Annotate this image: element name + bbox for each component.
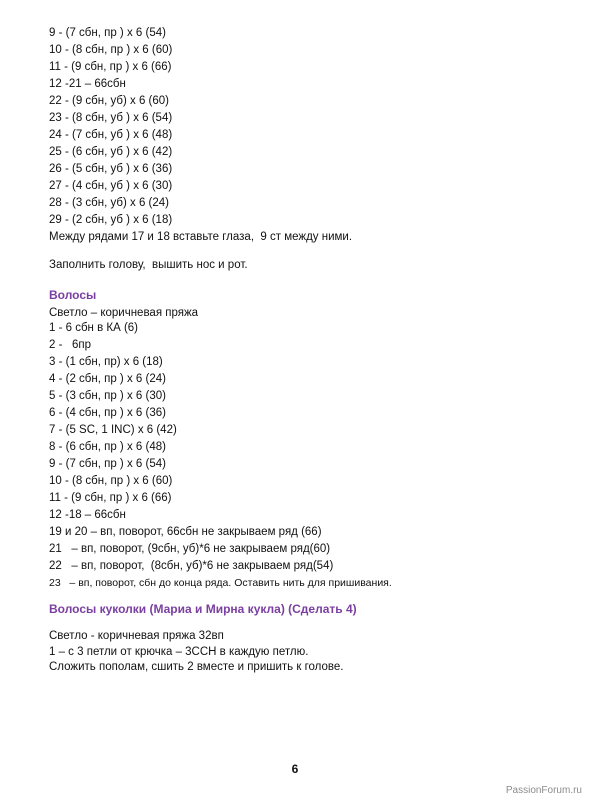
row-line: 5 - (3 сбн, пр ) х 6 (30) — [49, 390, 166, 402]
row-line: 11 - (9 сбн, пр ) х 6 (66) — [49, 61, 172, 73]
row-line: 3 - (1 сбн, пр) х 6 (18) — [49, 356, 163, 368]
row-line: 10 - (8 сбн, пр ) х 6 (60) — [49, 475, 173, 487]
yarn-line: Светло – коричневая пряжа — [49, 307, 199, 319]
row-line: 8 - (6 сбн, пр ) х 6 (48) — [49, 441, 166, 453]
row-line: 4 - (2 сбн, пр ) х 6 (24) — [49, 373, 166, 385]
doll-hair-heading: Волосы куколки (Мариа и Мирна кукла) (Сделать 4) — [49, 602, 357, 616]
row-line: 24 - (7 сбн, уб ) х 6 (48) — [49, 129, 173, 141]
instruction-line: 1 – с 3 петли от крючка – 3ССН в каждую петлю. — [49, 646, 309, 658]
row-line: 2 - 6пр — [49, 339, 92, 351]
row-line: 19 и 20 – вп, поворот, 66сбн не закрываем ряд (66) — [49, 526, 322, 538]
yarn-line: Светло - коричневая пряжа 32вп — [49, 630, 224, 642]
row-line: 23 - (8 сбн, уб ) х 6 (54) — [49, 112, 173, 124]
row-line: 9 - (7 сбн, пр ) х 6 (54) — [49, 27, 166, 39]
instruction-line: Сложить пополам, сшить 2 вместе и пришить к голове. — [49, 661, 344, 673]
row-line: 22 - (9 сбн, уб) х 6 (60) — [49, 95, 169, 107]
row-line: 25 - (6 сбн, уб ) х 6 (42) — [49, 146, 173, 158]
row-line: 23 – вп, поворот, сбн до конца ряда. Оставить нить для пришивания. — [49, 577, 392, 589]
row-line: 10 - (8 сбн, пр ) х 6 (60) — [49, 44, 173, 56]
page-number: 6 — [291, 762, 299, 776]
row-line: 27 - (4 сбн, уб ) х 6 (30) — [49, 180, 173, 192]
row-line: 29 - (2 сбн, уб ) х 6 (18) — [49, 214, 173, 226]
row-line: 22 – вп, поворот, (8сбн, уб)*6 не закрываем ряд(54) — [49, 560, 334, 572]
row-line: 7 - (5 SC, 1 INC) х 6 (42) — [49, 424, 177, 436]
row-line: 1 - 6 сбн в КА (6) — [49, 322, 139, 334]
row-line: 11 - (9 сбн, пр ) х 6 (66) — [49, 492, 172, 504]
row-line: 28 - (3 сбн, уб) х 6 (24) — [49, 197, 169, 209]
instruction-line: Между рядами 17 и 18 вставьте глаза, 9 ст между ними. — [49, 231, 353, 243]
row-line: 9 - (7 сбн, пр ) х 6 (54) — [49, 458, 166, 470]
row-line: 6 - (4 сбн, пр ) х 6 (36) — [49, 407, 166, 419]
row-line: 12 -18 – 66сбн — [49, 509, 126, 521]
hair-heading: Волосы — [49, 288, 97, 302]
row-line: 26 - (5 сбн, уб ) х 6 (36) — [49, 163, 173, 175]
watermark: PassionForum.ru — [505, 785, 582, 796]
row-line: 12 -21 – 66сбн — [49, 78, 126, 90]
fill-note: Заполнить голову, вышить нос и рот. — [49, 259, 248, 271]
row-line: 21 – вп, поворот, (9сбн, уб)*6 не закрываем ряд(60) — [49, 543, 331, 555]
